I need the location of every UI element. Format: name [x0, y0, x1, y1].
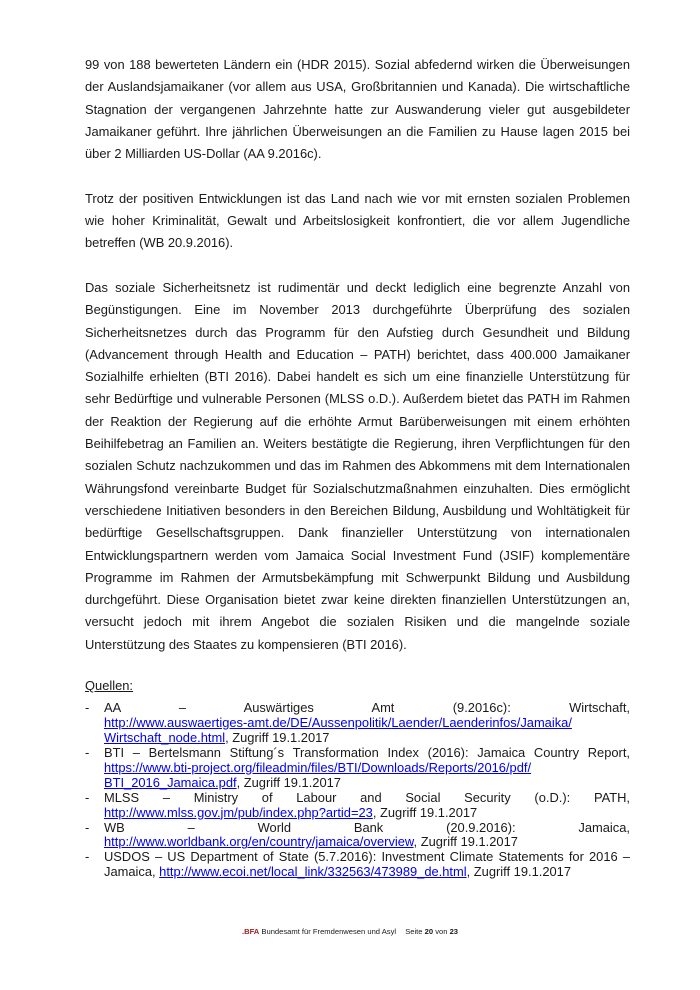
source-access-note: , Zugriff 19.1.2017 — [236, 774, 341, 790]
source-citation-text: USDOS – US Department of State (5.7.2016): Investment Climate Statements for 2016 – Jamaica, — [104, 849, 630, 880]
footer-page-number: 20 — [424, 927, 434, 936]
footer-page-total: 23 — [449, 927, 459, 936]
list-dash: - — [85, 700, 90, 716]
list-dash: - — [85, 789, 90, 805]
source-access-note: , Zugriff 19.1.2017 — [225, 730, 330, 746]
source-item — [85, 850, 630, 880]
source-citation-text: BTI – Bertelsmann Stiftung´s Transformation Index (2016): Jamaica Country Report, — [104, 745, 630, 761]
body-paragraph: 99 von 188 bewerteten Ländern ein (HDR 2015). Sozial abfedernd wirken die Überweisungen der Auslandsjamaikaner (vor allem aus USA, Großbritannien und Kanada). Die wirtschaftliche Stagnation der vergangenen Jahrzehnte hatte zur Auswanderung vieler gut ausgebildeter Jamaikaner geführt. Ihre jährlichen Überweisungen an die Familien zu Hause lagen 2015 bei über 2 Milliarden US-Dollar (AA 9.2016c). — [85, 57, 630, 162]
page-footer — [0, 927, 700, 937]
source-citation-text: WB – World Bank (20.9.2016): Jamaica, — [104, 819, 630, 835]
source-link[interactable]: http://www.auswaertiges-amt.de/DE/Aussenpolitik/Laender/Laenderinfos/Jamaika/Wirtschaft_node.html — [104, 715, 572, 746]
sources-list — [85, 701, 630, 880]
sources-heading: Quellen: — [85, 678, 134, 694]
source-access-note: , Zugriff 19.1.2017 — [413, 834, 518, 850]
list-dash: - — [85, 745, 90, 761]
body-paragraph: Trotz der positiven Entwicklungen ist das Land nach wie vor mit ernsten sozialen Problemen wie hoher Kriminalität, Gewalt und Arbeitslosigkeit konfrontiert, die vor allem Jugendliche betreffen (WB 20.9.2016). — [85, 190, 630, 251]
source-link[interactable]: http://www.worldbank.org/en/country/jamaica/overview — [104, 834, 414, 850]
footer-page-label: Seite — [405, 927, 423, 936]
source-link[interactable]: https://www.bti-project.org/fileadmin/files/BTI/Downloads/Reports/2016/pdf/BTI_2016_Jamaica.pdf — [104, 759, 532, 790]
source-access-note: , Zugriff 19.1.2017 — [372, 804, 478, 820]
page-content — [85, 54, 630, 880]
list-dash: - — [85, 849, 90, 865]
source-item — [85, 746, 630, 791]
source-link[interactable]: http://www.ecoi.net/local_link/332563/473989_de.html — [159, 864, 467, 880]
bfa-logo-dot: . — [241, 927, 245, 936]
source-item — [85, 791, 630, 821]
footer-org-name: Bundesamt für Fremdenwesen und Asyl — [261, 927, 397, 936]
list-dash: - — [85, 819, 90, 835]
sources-section — [85, 678, 630, 880]
source-item — [85, 821, 630, 851]
bfa-logo: BFA — [244, 927, 260, 936]
source-citation-text: AA – Auswärtiges Amt (9.2016c): Wirtschaft, — [104, 700, 630, 716]
body-paragraph: Das soziale Sicherheitsnetz ist rudimentär und deckt lediglich eine begrenzte Anzahl von Begünstigungen. Eine im November 2013 durchgeführte Überprüfung des sozialen Sicherheitsnetzes durch das Programm für den Aufstieg durch Gesundheit und Bildung (Advancement through Health and Education – PATH) berichtet, dass 400.000 Jamaikaner Sozialhilfe erhielten (BTI 2016). Dabei handelt es sich um eine finanzielle Unterstützung für sehr Bedürftige und vulnerable Personen (MLSS o.D.). Außerdem bietet das PATH im Rahmen der Reaktion der Regierung auf die erhöhte Armut Barüberweisungen mit einem erhöhten Beihilfebetrag an Familien an. Weiters bestätigte die Regierung, ihren Verpflichtungen für den sozialen Schutz nachzukommen und das im Rahmen des Abkommens mit dem Internationalen Währungsfond vereinbarte Budget für Sozialschutzmaßnahmen einzuhalten. Dies ermöglicht verschiedene Initiativen besonders in den Bereichen Bildung, Ausbildung und Wohltätigkeit für bedürftige Gesellschaftsgruppen. Dank finanzieller Unterstützung von internationalen Entwicklungspartnern werden vom Jamaica Social Investment Fund (JSIF) komplementäre Programme im Rahmen der Armutsbekämpfung mit Schwerpunkt Bildung und Ausbildung durchgeführt. Diese Organisation bietet zwar keine direkten finanziellen Unterstützungen an, versucht jedoch mit ihrem Angebot die sozialen Risiken und die mangelnde soziale Unterstützung des Staates zu kompensieren (BTI 2016). — [85, 279, 630, 652]
source-access-note: , Zugriff 19.1.2017 — [466, 864, 571, 880]
footer-page-of-label: von — [435, 927, 448, 936]
source-citation-text: MLSS – Ministry of Labour and Social Security (o.D.): PATH, — [104, 789, 630, 805]
source-item — [85, 701, 630, 746]
source-link[interactable]: http://www.mlss.gov.jm/pub/index.php?artid=23 — [104, 804, 373, 820]
